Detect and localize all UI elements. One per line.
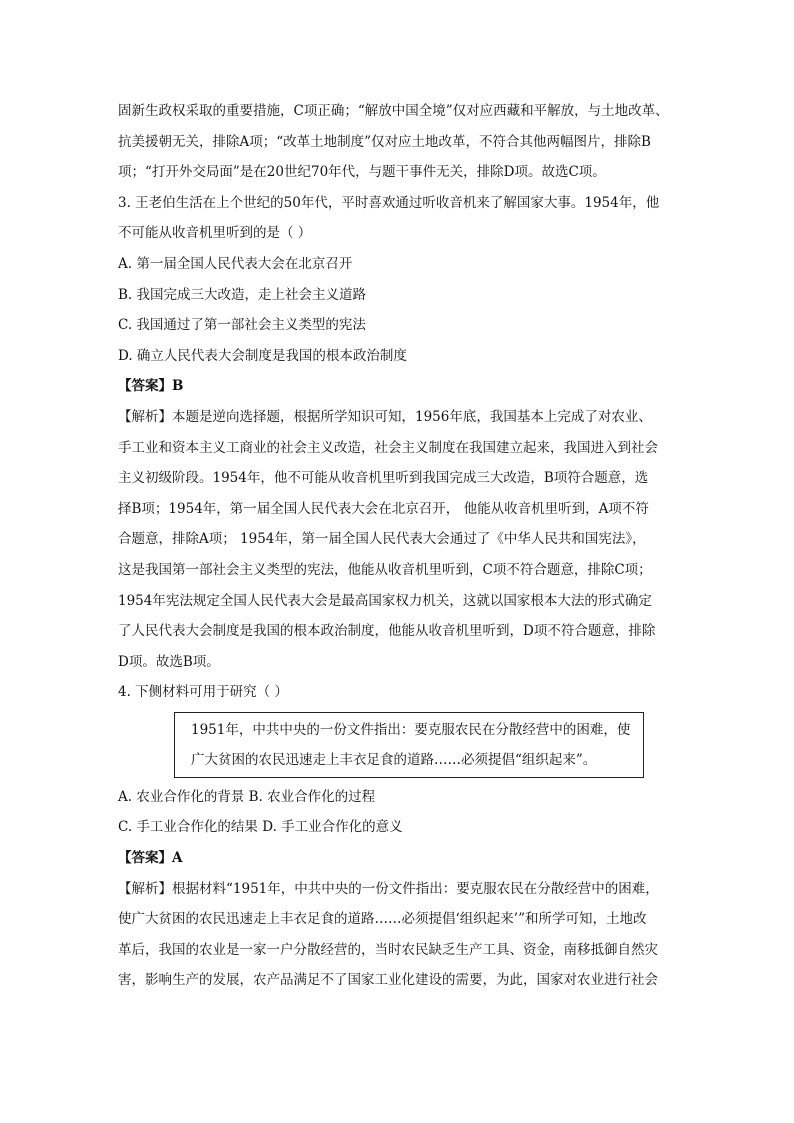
explanation-line: 合题意，排除A项； 1954年，第一届全国人民代表大会通过了《中华人民共和国宪法》，	[118, 531, 646, 548]
option-c: C. 我国通过了第一部社会主义类型的宪法	[118, 317, 366, 334]
question-stem: 3. 王老伯生活在上个世纪的50年代，平时喜欢通过听收音机来了解国家大事。1954年，他	[118, 194, 660, 211]
options-row-cd: C. 手工业合作化的结果 D. 手工业合作化的意义	[118, 819, 403, 836]
question-stem: 不可能从收音机里听到的是（ ）	[118, 225, 312, 242]
options-row-ab: A. 农业合作化的背景 B. 农业合作化的过程	[118, 788, 376, 805]
question-stem: 4. 下侧材料可用于研究（ ）	[118, 684, 288, 701]
explanation-line: D项。故选B项。	[118, 653, 220, 670]
explanation-line: 1954年宪法规定全国人民代表大会是最高国家权力机关，这就以国家根本大法的形式确定	[118, 592, 652, 609]
option-a: A. 第一届全国人民代表大会在北京召开	[118, 255, 353, 272]
document-page	[118, 96, 678, 996]
explanation-line: 使广大贫困的农民迅速走上丰衣足食的道路……必须提倡‘组织起来’”和所学可知，土地改	[118, 911, 647, 928]
option-b: B. 我国完成三大改造，走上社会主义道路	[118, 286, 367, 303]
material-line: 1951年，中共中央的一份文件指出：要克服农民在分散经营中的困难，使	[191, 721, 631, 738]
explanation-line: 择B项；1954年，第一届全国人民代表大会在北京召开， 他能从收音机里听到，A项不符	[118, 500, 649, 517]
explanation-line: 害，影响生产的发展，农产品满足不了国家工业化建设的需要，为此，国家对农业进行社会	[118, 972, 658, 989]
explanation-line: 手工业和资本主义工商业的社会主义改造，社会主义制度在我国建立起来，我国进入到社会	[118, 439, 658, 456]
answer-label: 【答案】A	[118, 850, 183, 867]
text-line: 抗美援朝无关，排除A项；“改革土地制度”仅对应土地改革，不符合其他两幅图片，排除B	[118, 133, 651, 150]
option-d: D. 确立人民代表大会制度是我国的根本政治制度	[118, 347, 407, 364]
explanation-line: 这是我国第一部社会主义类型的宪法，他能从收音机里听到，C项不符合题意，排除C项；	[118, 561, 652, 578]
explanation-line: 【解析】根据材料“1951年，中共中央的一份文件指出：要克服农民在分散经营中的困难，	[118, 880, 659, 897]
text-line: 项；“打开外交局面”是在20世纪70年代，与题干事件无关，排除D项。故选C项。	[118, 164, 606, 181]
answer-label: 【答案】B	[118, 378, 184, 395]
material-line: 广大贫困的农民迅速走上丰衣足食的道路……必须提倡“组织起来”。	[191, 751, 597, 768]
explanation-line: 主义初级阶段。1954年，他不可能从收音机里听到我国完成三大改造，B项符合题意，选	[118, 470, 649, 487]
explanation-line: 了人民代表大会制度是我国的根本政治制度，他能从收音机里听到，D项不符合题意，排除	[118, 623, 656, 640]
material-box	[174, 712, 644, 778]
explanation-line: 革后，我国的农业是一家一户分散经营的，当时农民缺乏生产工具、资金，南移抵御自然灾	[118, 941, 658, 958]
q2-explanation-tail	[118, 96, 678, 188]
question-3	[118, 188, 678, 678]
explanation-line: 【解析】本题是逆向选择题，根据所学知识可知，1956年底，我国基本上完成了对农业、	[118, 408, 652, 425]
question-4	[118, 677, 678, 996]
text-line: 固新生政权采取的重要措施，C项正确；“解放中国全境”仅对应西藏和平解放，与土地改革、	[118, 103, 669, 119]
